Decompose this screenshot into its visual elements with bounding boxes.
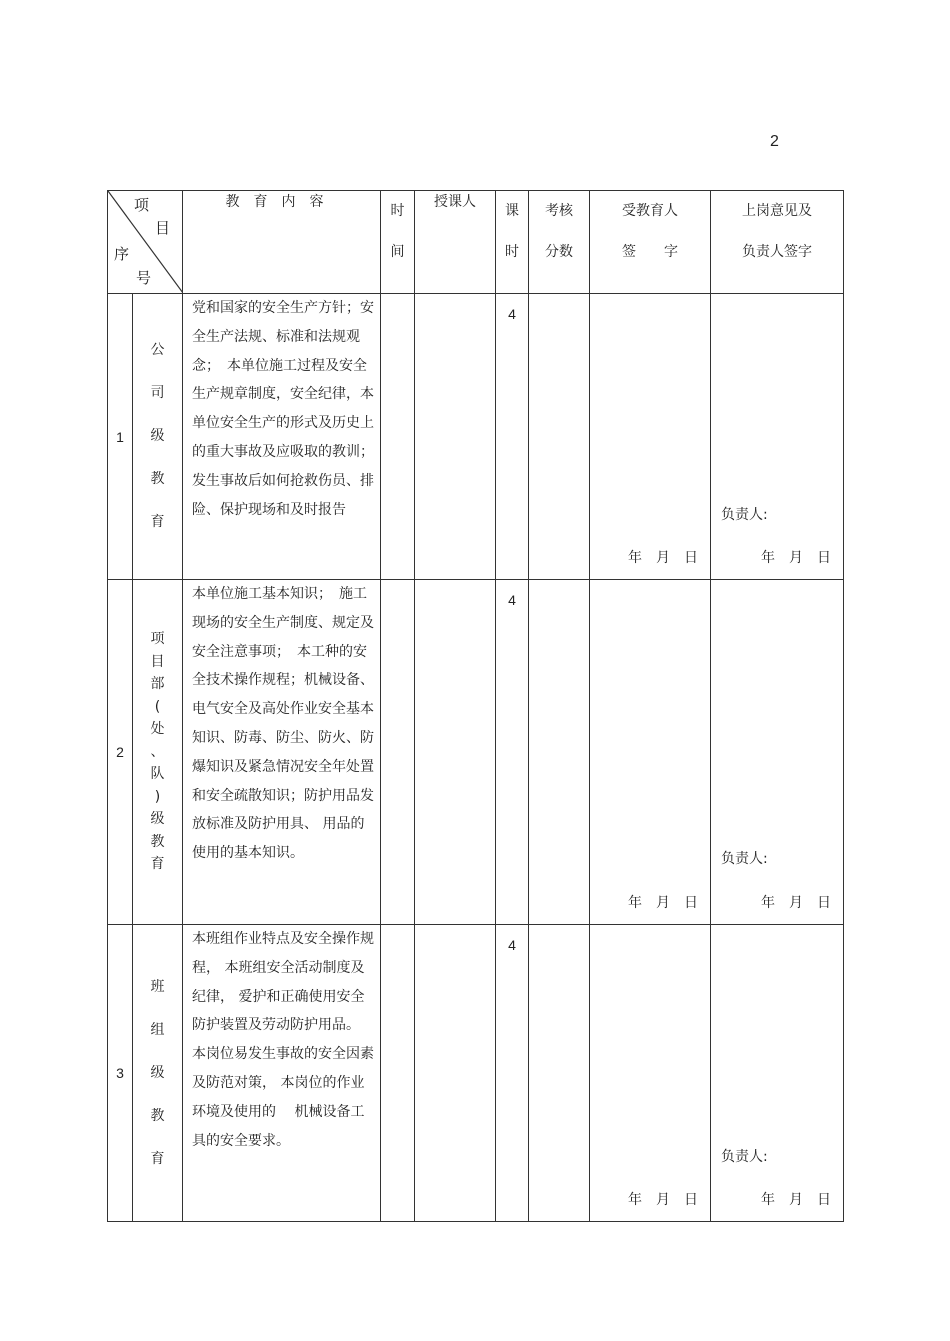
header-score-line2: 分数	[545, 244, 573, 260]
opinion-date: 年 月 日	[761, 1192, 831, 1208]
header-score	[529, 191, 590, 294]
header-trainee-line1: 受教育人	[622, 203, 678, 219]
level-char: 班	[150, 978, 165, 995]
header-opinion-line2: 负责人签字	[742, 244, 812, 260]
lecturer-cell[interactable]	[415, 925, 496, 1222]
sign-date: 年 月 日	[628, 550, 698, 566]
header-item-char-2: 目	[155, 219, 171, 237]
responsible-label: 负责人:	[721, 851, 768, 867]
row-number: 2	[108, 580, 133, 925]
level-char: 级	[150, 428, 165, 444]
opinion-sign-cell[interactable]	[711, 580, 844, 925]
level-char: 育	[150, 1150, 165, 1167]
opinion-date: 年 月 日	[761, 550, 831, 566]
header-opinion-line1: 上岗意见及	[742, 203, 812, 219]
row-number: 3	[108, 925, 133, 1222]
header-time-line2: 间	[390, 244, 405, 260]
level-char: 司	[150, 385, 165, 401]
header-trainee-line2: 签 字	[622, 244, 678, 260]
lecturer-cell[interactable]	[415, 580, 496, 925]
hours-cell: 4	[496, 580, 529, 925]
level-char: 、	[150, 743, 165, 760]
header-hours	[496, 191, 529, 294]
level-char: 项	[150, 631, 165, 648]
level-char: (	[154, 698, 161, 715]
education-level	[133, 580, 183, 925]
level-char: 队	[150, 766, 165, 783]
level-char: 组	[150, 1021, 165, 1038]
score-cell[interactable]	[529, 294, 590, 580]
header-time-line1: 时	[390, 203, 405, 219]
education-record-table	[107, 190, 844, 1222]
header-row	[108, 191, 844, 294]
level-char: 目	[150, 653, 165, 670]
level-char: 教	[150, 1107, 165, 1124]
time-cell[interactable]	[381, 294, 415, 580]
header-lecturer: 授课人	[415, 191, 496, 294]
level-char: 级	[150, 1064, 165, 1081]
opinion-sign-cell[interactable]	[711, 294, 844, 580]
level-char: 教	[150, 471, 165, 487]
header-time	[381, 191, 415, 294]
table-row	[108, 294, 844, 580]
responsible-label: 负责人:	[721, 1149, 768, 1165]
education-level	[133, 294, 183, 580]
opinion-sign-cell[interactable]	[711, 925, 844, 1222]
table-row	[108, 925, 844, 1222]
education-level	[133, 925, 183, 1222]
header-trainee-sign	[590, 191, 711, 294]
score-cell[interactable]	[529, 580, 590, 925]
level-char: 公	[150, 342, 165, 358]
time-cell[interactable]	[381, 580, 415, 925]
level-char: )	[154, 788, 161, 805]
education-content: 党和国家的安全生产方针；安全生产法规、标准和法规观念； 本单位施工过程及安全生产规章制度，安全纪律，本单位安全生产的形式及历史上的重大事故及应吸取的教训；发生事故后如何抢救伤员、排险、保护现场和及时报告	[183, 294, 381, 580]
responsible-label: 负责人:	[721, 507, 768, 523]
hours-cell: 4	[496, 294, 529, 580]
level-char: 教	[150, 833, 165, 850]
score-cell[interactable]	[529, 925, 590, 1222]
opinion-date: 年 月 日	[761, 895, 831, 911]
header-item-char-1: 项	[134, 196, 150, 214]
education-content: 本班组作业特点及安全操作规程， 本班组安全活动制度及纪律， 爱护和正确使用安全防护装置及劳动防护用品。 本岗位易发生事故的安全因素及防范对策， 本岗位的作业环境及使用的 机械设备工具的安全要求。	[183, 925, 381, 1222]
header-hours-line2: 时	[505, 244, 519, 260]
level-char: 育	[150, 514, 165, 530]
level-char: 级	[150, 811, 165, 828]
lecturer-cell[interactable]	[415, 294, 496, 580]
sign-date: 年 月 日	[628, 895, 698, 911]
trainee-sign-cell[interactable]	[590, 294, 711, 580]
diagonal-header-cell	[108, 191, 183, 294]
row-number: 1	[108, 294, 133, 580]
header-opinion	[711, 191, 844, 294]
trainee-sign-cell[interactable]	[590, 925, 711, 1222]
level-char: 育	[150, 856, 165, 873]
header-content: 教育内容	[183, 191, 381, 294]
education-content: 本单位施工基本知识； 施工现场的安全生产制度、规定及安全注意事项； 本工种的安全技术操作规程；机械设备、电气安全及高处作业安全基本知识、防毒、防尘、防火、防爆知识及紧急情况安全年处置和安全疏散知识；防护用品发放标准及防护用具、 用品的使用的基本知识。	[183, 580, 381, 925]
sign-date: 年 月 日	[628, 1192, 698, 1208]
header-hours-line1: 课	[505, 203, 519, 219]
header-seq-char-1: 序	[114, 245, 130, 263]
level-char: 处	[150, 721, 165, 738]
table-row	[108, 580, 844, 925]
header-score-line1: 考核	[545, 203, 573, 219]
hours-cell: 4	[496, 925, 529, 1222]
trainee-sign-cell[interactable]	[590, 580, 711, 925]
time-cell[interactable]	[381, 925, 415, 1222]
header-seq-char-2: 号	[136, 269, 152, 287]
level-char: 部	[150, 676, 165, 693]
page-number: 2	[770, 133, 779, 150]
